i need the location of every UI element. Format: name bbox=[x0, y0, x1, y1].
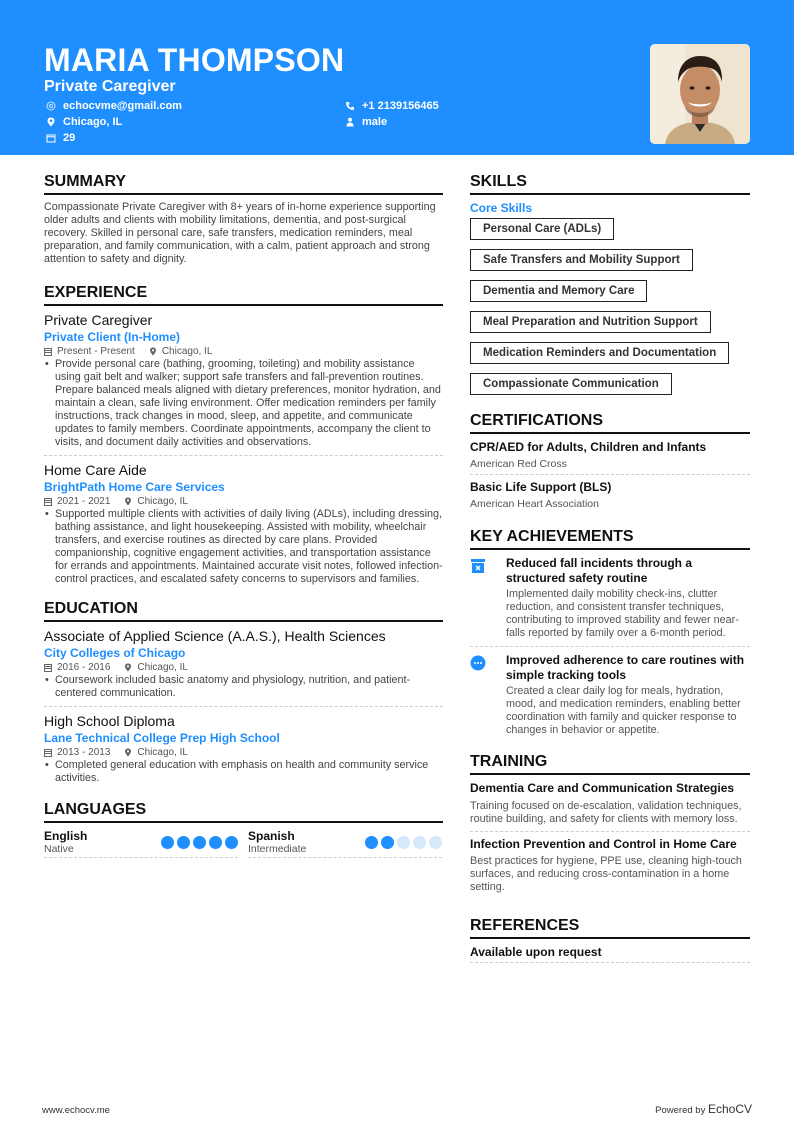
school: City Colleges of Chicago bbox=[44, 646, 186, 660]
entry-meta bbox=[44, 346, 443, 357]
entry-description: • Coursework included basic anatomy and physiology, nutrition, and patient-centered communication. bbox=[44, 674, 443, 700]
email-text: echocvme@gmail.com bbox=[63, 100, 182, 112]
calendar-icon bbox=[44, 748, 52, 757]
rating-dot-empty bbox=[413, 836, 426, 849]
language-level: Intermediate bbox=[248, 843, 307, 855]
languages-list bbox=[44, 829, 443, 858]
archive-icon bbox=[470, 558, 486, 574]
skill-tag: Personal Care (ADLs) bbox=[470, 218, 614, 240]
experience-entry bbox=[44, 462, 443, 592]
achievements-heading: KEY ACHIEVEMENTS bbox=[470, 528, 750, 550]
profile-photo bbox=[650, 44, 750, 144]
powered-by-label: Powered by bbox=[655, 1105, 706, 1116]
date-range: Present - Present bbox=[57, 346, 135, 357]
footer-website[interactable]: www.echocv.me bbox=[42, 1105, 110, 1116]
at-icon bbox=[46, 101, 56, 111]
education-entry bbox=[44, 628, 443, 707]
experience-heading: EXPERIENCE bbox=[44, 284, 443, 306]
candidate-name: MARIA THOMPSON bbox=[44, 42, 345, 78]
language-name: Spanish bbox=[248, 829, 295, 843]
language-item bbox=[248, 829, 442, 858]
candidate-role: Private Caregiver bbox=[44, 78, 176, 95]
certification-name: Basic Life Support (BLS) bbox=[470, 480, 612, 494]
gender-text: male bbox=[362, 116, 388, 128]
education-entry bbox=[44, 713, 443, 791]
achievement-description: Created a clear daily log for meals, hydration, mood, and medication reminders, enabling better coordination with family and quicker response to changes in behavior or appetite. bbox=[506, 685, 741, 736]
employer: Private Client (In-Home) bbox=[44, 330, 181, 344]
entry-location: Chicago, IL bbox=[137, 496, 188, 507]
age-text: 29 bbox=[63, 132, 76, 144]
achievement-title: Improved adherence to care routines with simple tracking tools bbox=[506, 653, 745, 682]
rating-dot-filled bbox=[225, 836, 238, 849]
entry-description: • Supported multiple clients with activities of daily living (ADLs), including dressing, bathing assistance, and light housekeeping. Assisted with mobility, wheelchair transfers, and exercise routines as directed by care plans. Provided companionship, cognitive engagement activities, and transportation assistance for errands and appointments. Maintained accurate visit notes, followed infection-control practices, and escalated safety concerns to supervisors and families. bbox=[44, 508, 443, 586]
certifications-heading: CERTIFICATIONS bbox=[470, 412, 750, 434]
job-title: Home Care Aide bbox=[44, 462, 147, 478]
rating-dot-empty bbox=[397, 836, 410, 849]
contact-phone[interactable] bbox=[345, 100, 439, 112]
skill-tag: Dementia and Memory Care bbox=[470, 280, 647, 302]
references-text: Available upon request bbox=[470, 945, 750, 963]
footer-powered-by[interactable] bbox=[655, 1102, 752, 1116]
certifications-section bbox=[470, 412, 750, 514]
training-description: Best practices for hygiene, PPE use, cleaning high-touch surfaces, and reducing cross-contamination in a home setting. bbox=[470, 855, 742, 893]
achievements-section bbox=[470, 528, 750, 743]
training-item bbox=[470, 781, 750, 832]
rating-dot-filled bbox=[209, 836, 222, 849]
references-heading: REFERENCES bbox=[470, 917, 750, 939]
map-pin-icon bbox=[124, 748, 132, 757]
location-text: Chicago, IL bbox=[63, 116, 123, 128]
resume-header bbox=[0, 0, 794, 155]
date-range: 2021 - 2021 bbox=[57, 496, 111, 507]
phone-icon bbox=[345, 101, 355, 111]
job-title: Private Caregiver bbox=[44, 312, 153, 328]
training-item bbox=[470, 837, 750, 900]
entry-location: Chicago, IL bbox=[161, 346, 213, 357]
map-pin-icon bbox=[124, 663, 132, 672]
language-rating bbox=[161, 836, 238, 849]
date-range: 2013 - 2013 bbox=[57, 747, 111, 758]
calendar-icon bbox=[44, 663, 52, 672]
languages-section bbox=[44, 801, 443, 858]
training-description: Training focused on de-escalation, validation techniques, routine building, and safety for clients with memory loss. bbox=[470, 799, 742, 825]
skill-tag: Compassionate Communication bbox=[470, 373, 672, 395]
map-pin-icon bbox=[124, 497, 132, 506]
calendar-icon bbox=[44, 347, 52, 356]
degree-title: High School Diploma bbox=[44, 713, 175, 729]
skill-tag: Safe Transfers and Mobility Support bbox=[470, 249, 693, 271]
date-range: 2016 - 2016 bbox=[57, 662, 111, 673]
entry-meta bbox=[44, 662, 443, 673]
entry-location: Chicago, IL bbox=[137, 662, 188, 673]
achievement-item bbox=[470, 556, 750, 647]
rating-dot-empty bbox=[429, 836, 442, 849]
training-title: Dementia Care and Communication Strategies bbox=[470, 781, 735, 795]
user-icon bbox=[345, 117, 355, 127]
avatar bbox=[650, 44, 750, 144]
degree-title: Associate of Applied Science (A.A.S.), Health Sciences bbox=[44, 628, 386, 644]
entry-meta bbox=[44, 496, 443, 507]
more-dots-icon bbox=[470, 655, 486, 671]
language-level: Native bbox=[44, 843, 74, 855]
certification-name: CPR/AED for Adults, Children and Infants bbox=[470, 440, 707, 454]
experience-entry bbox=[44, 312, 443, 456]
contact-gender bbox=[345, 116, 387, 128]
training-section bbox=[470, 753, 750, 899]
skills-section bbox=[470, 173, 750, 404]
certification-item bbox=[470, 440, 750, 475]
rating-dot-filled bbox=[177, 836, 190, 849]
entry-meta bbox=[44, 747, 443, 758]
summary-heading: SUMMARY bbox=[44, 173, 443, 195]
calendar-icon bbox=[46, 133, 56, 143]
contact-age bbox=[46, 132, 75, 144]
skills-heading: SKILLS bbox=[470, 173, 750, 195]
references-section bbox=[470, 917, 750, 963]
rating-dot-filled bbox=[365, 836, 378, 849]
summary-text: Compassionate Private Caregiver with 8+ years of in-home experience supporting older adults and clients with mobility limitations, dementia, and post-surgical recovery. Skilled in personal care, safe transfers, medication reminders, meal preparation, and family communication, with a calm, patient approach and strong attention to safety and dignity. bbox=[44, 201, 436, 265]
map-pin-icon bbox=[46, 117, 56, 127]
skill-tag: Medication Reminders and Documentation bbox=[470, 342, 729, 364]
rating-dot-filled bbox=[193, 836, 206, 849]
education-section bbox=[44, 600, 443, 791]
training-heading: TRAINING bbox=[470, 753, 750, 775]
left-column bbox=[44, 173, 443, 858]
right-column bbox=[470, 173, 750, 963]
skills-list bbox=[470, 218, 750, 404]
calendar-icon bbox=[44, 497, 52, 506]
school: Lane Technical College Prep High School bbox=[44, 731, 280, 745]
certification-issuer: American Heart Association bbox=[470, 498, 599, 510]
phone-text: +1 2139156465 bbox=[362, 100, 439, 112]
language-rating bbox=[365, 836, 442, 849]
language-item bbox=[44, 829, 238, 858]
experience-section bbox=[44, 284, 443, 592]
summary-section bbox=[44, 173, 443, 266]
entry-description: • Provide personal care (bathing, grooming, toileting) and mobility assistance using gait belt and walker; support safe transfers and fall-prevention routines. Prepare balanced meals aligned with dietary preferences, monitor hydration, and maintain a clean, safe living environment. Offer medication reminders per family instructions, track changes in mood, sleep, and appetite, and communicate updates to family members. Coordinate appointments, accompany the client to visits, and document daily activities and observations. bbox=[44, 358, 443, 449]
map-pin-icon bbox=[149, 347, 157, 356]
achievement-item bbox=[470, 653, 750, 743]
skill-tag: Meal Preparation and Nutrition Support bbox=[470, 311, 711, 333]
skills-group-title: Core Skills bbox=[470, 201, 533, 215]
certification-item bbox=[470, 480, 750, 514]
education-heading: EDUCATION bbox=[44, 600, 443, 622]
certification-issuer: American Red Cross bbox=[470, 458, 567, 470]
entry-location: Chicago, IL bbox=[137, 747, 188, 758]
entry-description: • Completed general education with emphasis on health and community service activities. bbox=[44, 759, 443, 785]
achievement-description: Implemented daily mobility check-ins, clutter reduction, and consistent transfer techniques, contributing to improved stability and fewer near-falls reported by family over a 6-month period. bbox=[506, 588, 739, 639]
contact-email[interactable] bbox=[46, 100, 182, 112]
brand-name: EchoCV bbox=[707, 1102, 752, 1116]
contact-location bbox=[46, 116, 122, 128]
training-title: Infection Prevention and Control in Home Care bbox=[470, 836, 737, 851]
rating-dot-filled bbox=[161, 836, 174, 849]
achievement-title: Reduced fall incidents through a structured safety routine bbox=[506, 556, 693, 585]
languages-heading: LANGUAGES bbox=[44, 801, 443, 823]
rating-dot-filled bbox=[381, 836, 394, 849]
employer: BrightPath Home Care Services bbox=[44, 480, 225, 494]
language-name: English bbox=[44, 829, 88, 843]
